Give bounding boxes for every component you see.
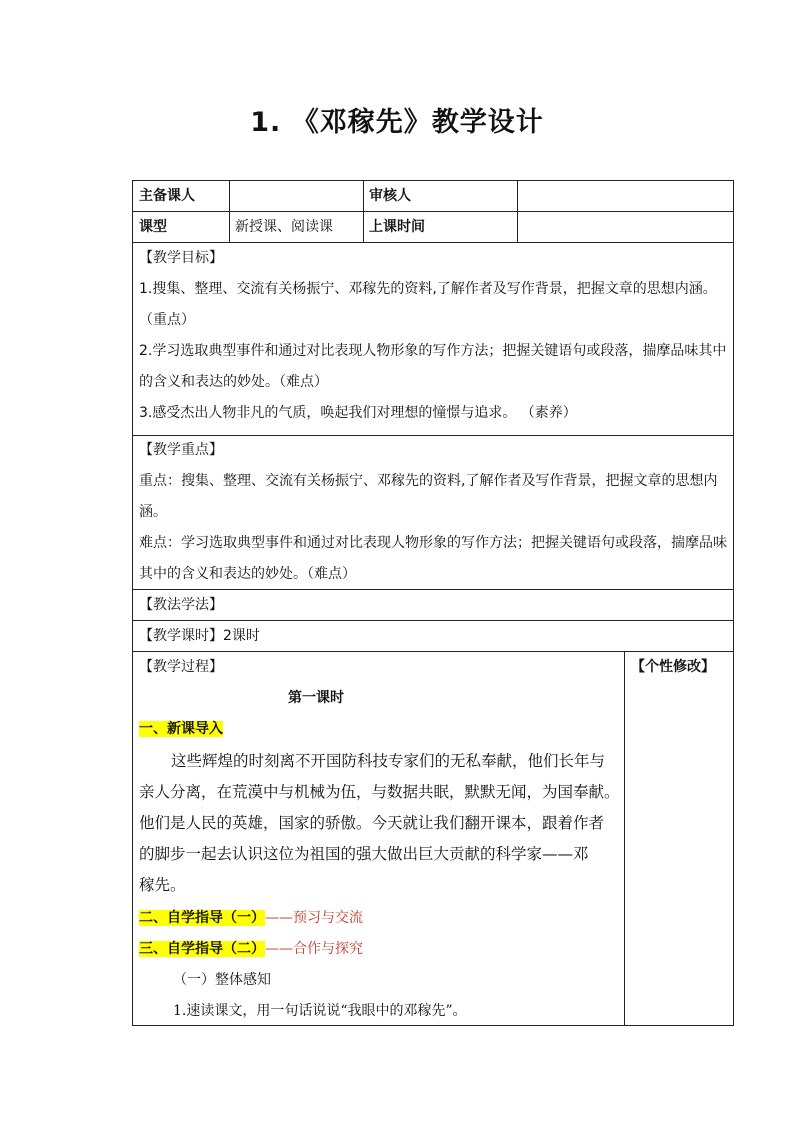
goals-line: 的含义和表达的妙处。（难点）	[139, 374, 328, 390]
section-self-study-2	[139, 939, 363, 959]
hours-row	[139, 626, 260, 646]
lesson-title: 第一课时	[288, 690, 344, 706]
section-self-study-2-label: 三、自学指导（二）	[139, 941, 265, 957]
focus-line: 重点：搜集、整理、交流有关杨振宁、邓稼先的资料,了解作者及写作背景，把握文章的思想内	[139, 473, 718, 489]
lesson-plan-table	[132, 180, 734, 1026]
section-self-study-1-suffix: ——预习与交流	[265, 910, 363, 926]
goals-line: 2.学习选取典型事件和通过对比表现人物形象的写作方法；把握关键语句或段落，揣摩品味其中	[139, 343, 727, 359]
goals-line: 1.搜集、整理、交流有关杨振宁、邓稼先的资料,了解作者及写作背景，把握文章的思想内涵。	[139, 281, 717, 297]
section-new-lesson-label: 一、新课导入	[139, 721, 223, 737]
hours-value: 2课时	[223, 628, 260, 644]
type-value: 新授课、阅读课	[235, 219, 333, 235]
goals-heading: 【教学目标】	[139, 250, 223, 266]
focus-line: 其中的含义和表达的妙处。（难点）	[139, 566, 356, 582]
intro-line: 这些辉煌的时刻离不开国防科技专家们的无私奉献，他们长年与	[171, 752, 606, 770]
preparer-label: 主备课人	[139, 188, 195, 204]
reviewer-label: 审核人	[369, 188, 411, 204]
intro-line: 稼先。	[139, 876, 186, 894]
subsection-overall: （一）整体感知	[173, 972, 271, 988]
document-title: 1. 《邓稼先》教学设计	[250, 107, 544, 138]
focus-line: 难点：学习选取典型事件和通过对比表现人物形象的写作方法；把握关键语句或段落，揣摩品味	[139, 535, 727, 551]
focus-heading: 【教学重点】	[139, 442, 223, 458]
focus-section	[139, 435, 727, 590]
intro-line: 亲人分离，在荒漠中与机械为伍，与数据共眠，默默无闻，为国奉献。	[139, 783, 620, 801]
section-self-study-2-suffix: ——合作与探究	[265, 941, 363, 957]
task-1: 1.速读课文，用一句话说说“我眼中的邓稼先”。	[173, 1003, 467, 1019]
section-self-study-1	[139, 908, 363, 928]
hours-heading: 【教学课时】	[139, 628, 223, 644]
goals-section	[139, 243, 727, 429]
process-heading: 【教学过程】	[139, 659, 223, 675]
section-new-lesson	[139, 719, 223, 739]
goals-line: （重点）	[139, 312, 195, 328]
intro-line: 的脚步一起去认识这位为祖国的强大做出巨大贡献的科学家——邓	[139, 845, 589, 863]
intro-line: 他们是人民的英雄，国家的骄傲。今天就让我们翻开课本，跟着作者	[139, 814, 605, 832]
methods-heading: 【教法学法】	[139, 597, 223, 613]
goals-line: 3.感受杰出人物非凡的气质，唤起我们对理想的憧憬与追求。 （素养）	[139, 405, 577, 421]
focus-line: 涵。	[139, 504, 167, 520]
section-self-study-1-label: 二、自学指导（一）	[139, 910, 265, 926]
type-label: 课型	[139, 219, 167, 235]
intro-paragraph	[139, 746, 623, 901]
time-label: 上课时间	[369, 219, 425, 235]
personal-revision-heading: 【个性修改】	[631, 659, 715, 675]
